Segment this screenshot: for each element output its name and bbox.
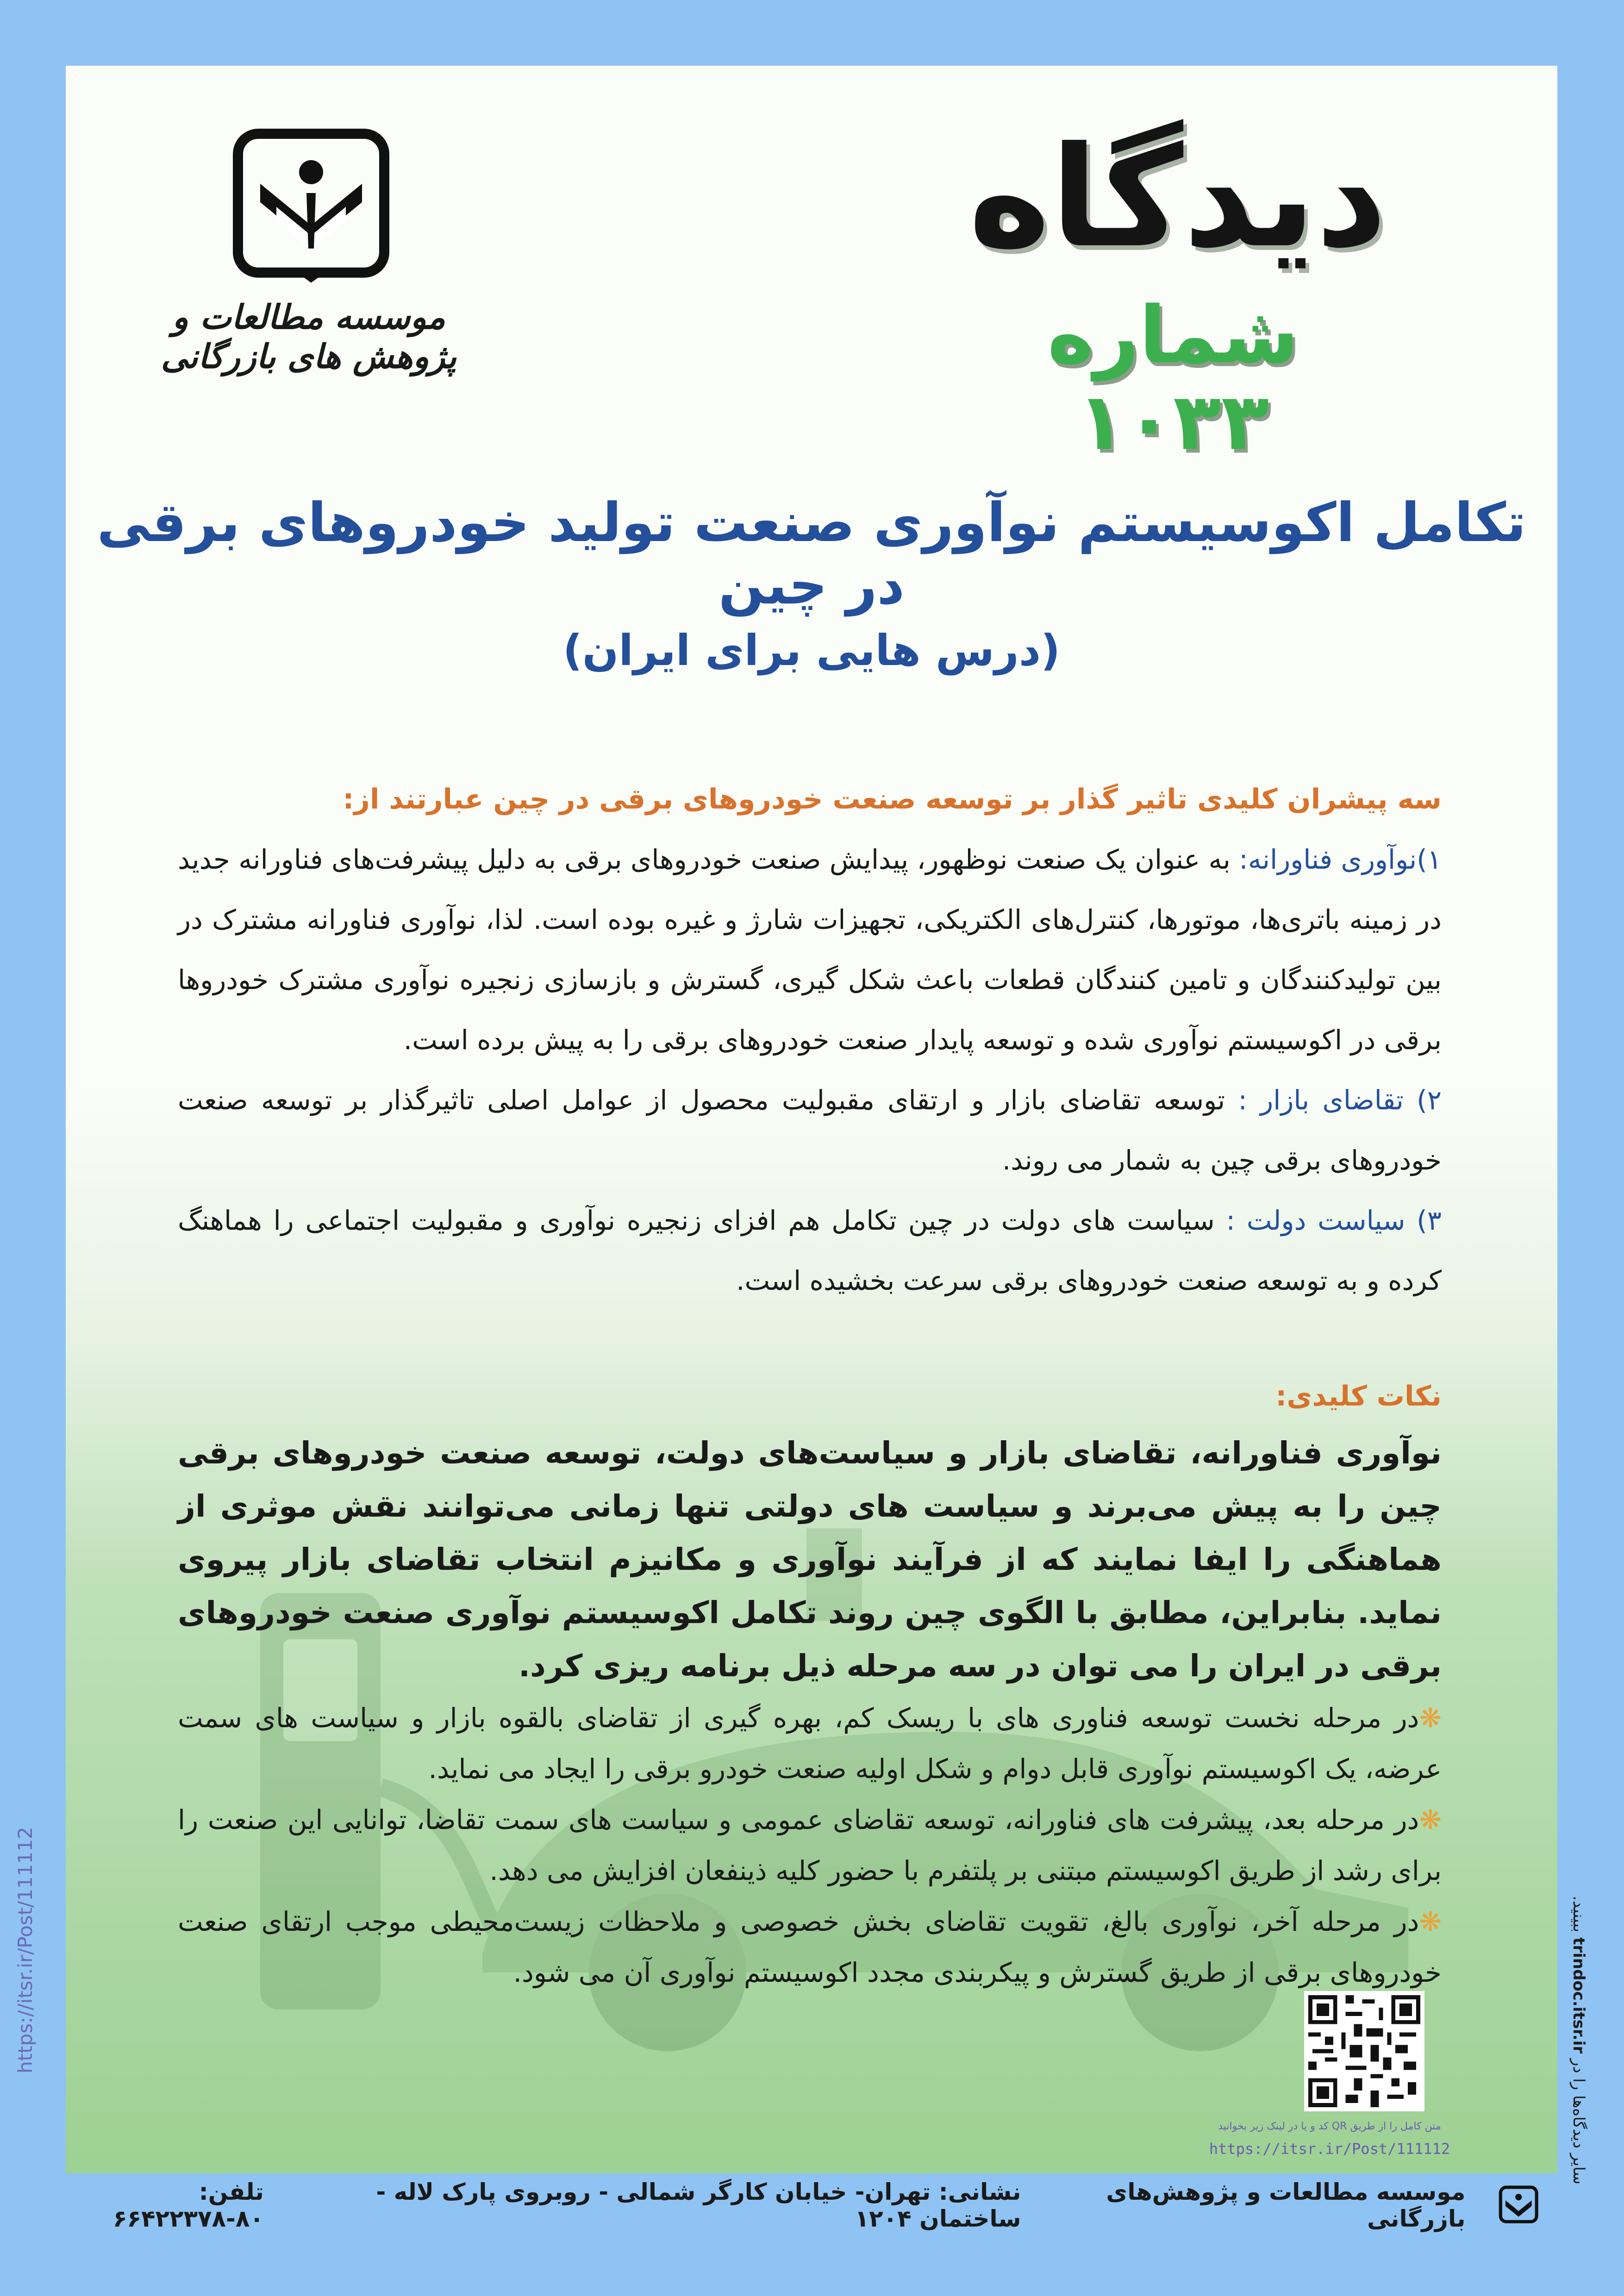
stage-item: [178, 1692, 1442, 1794]
key-points-heading: نکات کلیدی:: [1275, 1380, 1442, 1412]
document-page: [66, 66, 1557, 2173]
institute-name: موسسه مطالعات و پژوهش های بازرگانی: [161, 297, 457, 376]
key-points-intro: نوآوری فناورانه، تقاضای بازار و سیاست‌های دولت، توسعه صنعت خودروهای برقی چین را به پیش می‌برند و سیاست های دولتی تنها زمانی می‌توانند نقش موثری از هماهنگی را ایفا نمایند که از فرآیند نوآوری و مکانیزم انتخاب تقاضای بازار پیروی نماید. بنابراین، مطابق با الگوی چین روند تکامل اکوسیستم نوآوری صنعت خودروهای برقی در ایران را می توان در سه مرحله ذیل برنامه ریزی کرد.: [178, 1435, 1442, 1684]
stage-item: [178, 1896, 1442, 1998]
stage-text: در مرحله آخر، نوآوری بالغ، تقویت تقاضای بخش خصوصی و ملاحظات زیست‌محیطی موجب ارتقای صنعت خودروهای برقی از طریق گسترش و پیکربندی مجدد اکوسیستم نوآوری آن می شود.: [178, 1906, 1442, 1988]
page-subtitle: (درس هایی برای ایران): [562, 626, 1061, 675]
stage-text: در مرحله نخست توسعه فناوری های با ریسک کم، بهره گیری از تقاضای بالقوه بازار و سیاست های سمت عرضه، یک اکوسیستم نوآوری قابل دوام و شکل اولیه صنعت خودرو برقی را ایجاد می نماید.: [178, 1702, 1442, 1785]
footer-phone: تلفن: ۸۰-۶۶۴۲۲۳۷۸: [112, 2178, 264, 2232]
driver-text: توسعه تقاضای بازار و ارتقای مقبولیت محصول از عوامل اصلی تاثیرگذار بر توسعه صنعت خودروهای برقی چین به شمار می روند.: [178, 1084, 1442, 1176]
brand-title: دیدگاه: [968, 117, 1387, 278]
side-more-link: [1560, 1500, 1588, 2184]
footer-logo: [1498, 2182, 1539, 2228]
issue-number: شماره ۱۰۳۳: [1047, 290, 1299, 468]
driver-item: [178, 1070, 1442, 1190]
site-link[interactable]: trindoc.itsr.ir: [1569, 1937, 1588, 2054]
qr-instruction: متن کامل را از طریق QR کد و یا در لینک زیر بخوانید: [1218, 2121, 1441, 2132]
side-more-prefix: سایر دیدگاه‌ها را در: [1569, 2058, 1588, 2184]
driver-label: تقاضای بازار :: [1238, 1084, 1404, 1116]
driver-label: نوآوری فناورانه:: [1239, 844, 1417, 875]
footer: [66, 2180, 1557, 2231]
stage-item: [178, 1794, 1442, 1896]
footer-institute: موسسه مطالعات و پژوهش‌های بازرگانی: [1106, 2178, 1466, 2232]
drivers-heading: سه پیشران کلیدی تاثیر گذار بر توسعه صنعت خودروهای برقی در چین عبارتند از:: [343, 783, 1442, 815]
flower-bullet-icon: ❋: [1419, 1804, 1442, 1836]
main-content: [178, 769, 1442, 1998]
driver-item: [178, 1190, 1442, 1311]
driver-item: [178, 829, 1442, 1070]
post-link[interactable]: https://itsr.ir/Post/111112: [1209, 2140, 1450, 2158]
footer-address: نشانی: تهران- خیابان کارگر شمالی - روبروی پارک لاله - ساختمان ۱۲۰۴: [376, 2178, 1021, 2232]
driver-number: ۳): [1417, 1205, 1442, 1236]
page-title: تکامل اکوسیستم نوآوری صنعت تولید خودروهای برقی در چین: [97, 492, 1526, 616]
driver-text: به عنوان یک صنعت نوظهور، پیدایش صنعت خودروهای برقی به دلیل پیشرفت‌های فناورانه جدید در زمینه باتری‌ها، موتورها، کنترل‌های الکتریکی، تجهیزات شارژ و غیره بوده است. لذا، نوآوری فناورانه مشترک در بین تولیدکنندگان و تامین کنندگان قطعات باعث شکل گیری، گسترش و بازسازی زنجیره نوآوری مشترک خودروها برقی در اکوسیستم نوآوری شده و توسعه پایدار صنعت خودروهای برقی را به پیش برده است.: [178, 844, 1442, 1056]
flower-bullet-icon: ❋: [1419, 1906, 1442, 1937]
qr-code[interactable]: [1304, 1991, 1424, 2111]
flower-bullet-icon: ❋: [1419, 1702, 1442, 1734]
driver-number: ۱): [1417, 844, 1442, 875]
side-more-suffix: ببینید.: [1569, 1896, 1588, 1933]
driver-label: سیاست دولت :: [1226, 1205, 1405, 1236]
driver-number: ۲): [1417, 1084, 1442, 1116]
side-post-link[interactable]: https://itsr.ir/Post/111112: [14, 1827, 37, 2073]
stage-text: در مرحله بعد، پیشرفت های فناورانه، توسعه تقاضای عمومی و سیاست های سمت تقاضا، توانایی این صنعت را برای رشد از طریق اکوسیستم مبتنی بر پلتفرم با حضور کلیه ذینفعان افزایش می دهد.: [178, 1804, 1442, 1886]
institute-logo: [232, 128, 390, 286]
driver-text: سیاست های دولت در چین تکامل هم افزای زنجیره نوآوری و مقبولیت اجتماعی را هماهنگ کرده و به توسعه صنعت خودروهای برقی سرعت بخشیده است.: [178, 1205, 1442, 1296]
